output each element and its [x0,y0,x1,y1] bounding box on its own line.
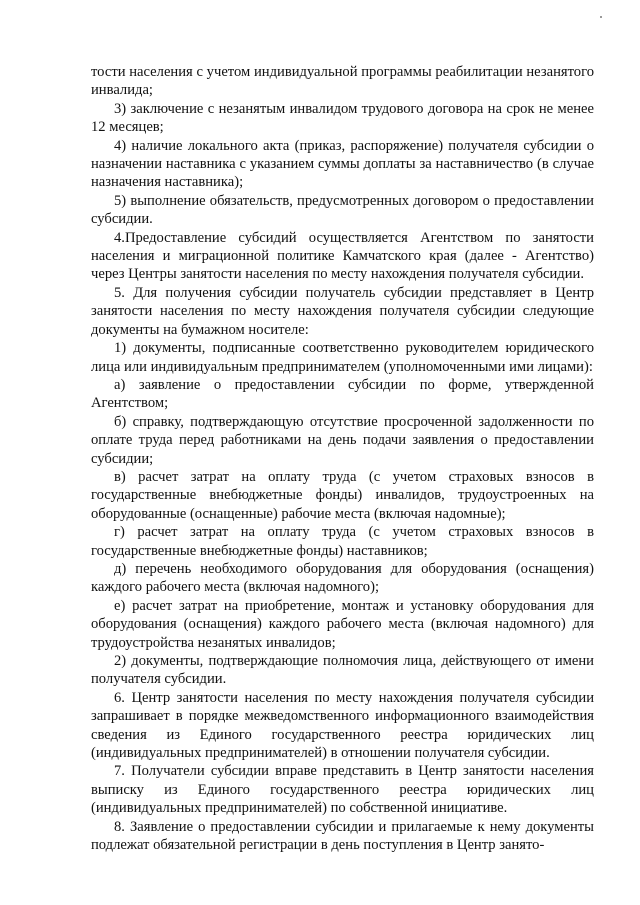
paragraph-subitem-1: 1) документы, подписанные соответственно руководителем юридического лица или индивидуальным предпринимателем (уполномоченными ими лицами): [91,340,594,375]
paragraph-subitem-2: 2) документы, подтверждающие полномочия лица, действующего от имени получателя субсидии. [91,653,594,688]
paragraph-subitem-b: б) справку, подтверждающую отсутствие просроченной задолженности по оплате труда перед работниками на день подачи заявления о предоставлении субсидии; [91,413,594,467]
paragraph-item-5: 5) выполнение обязательств, предусмотренных договором о предоставлении субсидии. [91,192,594,228]
paragraph-item-3: 3) заключение с незанятым инвалидом трудового договора на срок не менее 12 месяцев; [91,100,594,136]
scan-speck [600,16,602,18]
paragraph-subitem-v: в) расчет затрат на оплату труда (с учетом страховых взносов в государственные внебюджетные фонды) инвалидов, трудоустроенных на оборудованные (оснащенные) рабочие места (включая надомные); [91,468,594,522]
document-body [91,63,594,854]
paragraph-section-8: 8. Заявление о предоставлении субсидии и прилагаемые к нему документы подлежат обязательной регистрации в день поступления в Центр занято- [91,818,594,854]
paragraph-subitem-d: д) перечень необходимого оборудования для оборудования (оснащения) каждого рабочего места (включая надомного); [91,560,594,596]
paragraph-item-4: 4) наличие локального акта (приказ, распоряжение) получателя субсидии о назначении наставника с указанием суммы доплаты за наставничество (в случае назначения наставника); [91,137,594,191]
paragraph-subitem-e: е) расчет затрат на приобретение, монтаж и установку оборудования для оборудования (оснащения) каждого рабочего места (включая надомного) для трудоустройства незанятых инвалидов; [91,597,594,651]
paragraph-section-4: 4.Предоставление субсидий осуществляется Агентством по занятости населения и миграционной политике Камчатского края (далее - Агентство) через Центры занятости населения по месту нахождения получателя субсидии. [91,229,594,283]
paragraph-section-5: 5. Для получения субсидии получатель субсидии представляет в Центр занятости населения по месту нахождения получателя субсидии следующие документы на бумажном носителе: [91,284,594,338]
paragraph-section-6: 6. Центр занятости населения по месту нахождения получателя субсидии запрашивает в порядке межведомственного информационного взаимодействия сведения из Единого государственного реестра юридических лиц (индивидуальных предпринимателей) в отношении получателя субсидии. [91,689,594,762]
paragraph-subitem-g: г) расчет затрат на оплату труда (с учетом страховых взносов в государственные внебюджетные фонды) наставников; [91,524,594,559]
paragraph-subitem-a: а) заявление о предоставлении субсидии по форме, утвержденной Агентством; [91,376,594,412]
paragraph-continuation: тости населения с учетом индивидуальной программы реабилитации незанятого инвалида; [91,64,594,99]
paragraph-section-7: 7. Получатели субсидии вправе представить в Центр занятости населения выписку из Единого государственного реестра юридических лиц (индивидуальных предпринимателей) по собственной инициативе. [91,763,594,817]
